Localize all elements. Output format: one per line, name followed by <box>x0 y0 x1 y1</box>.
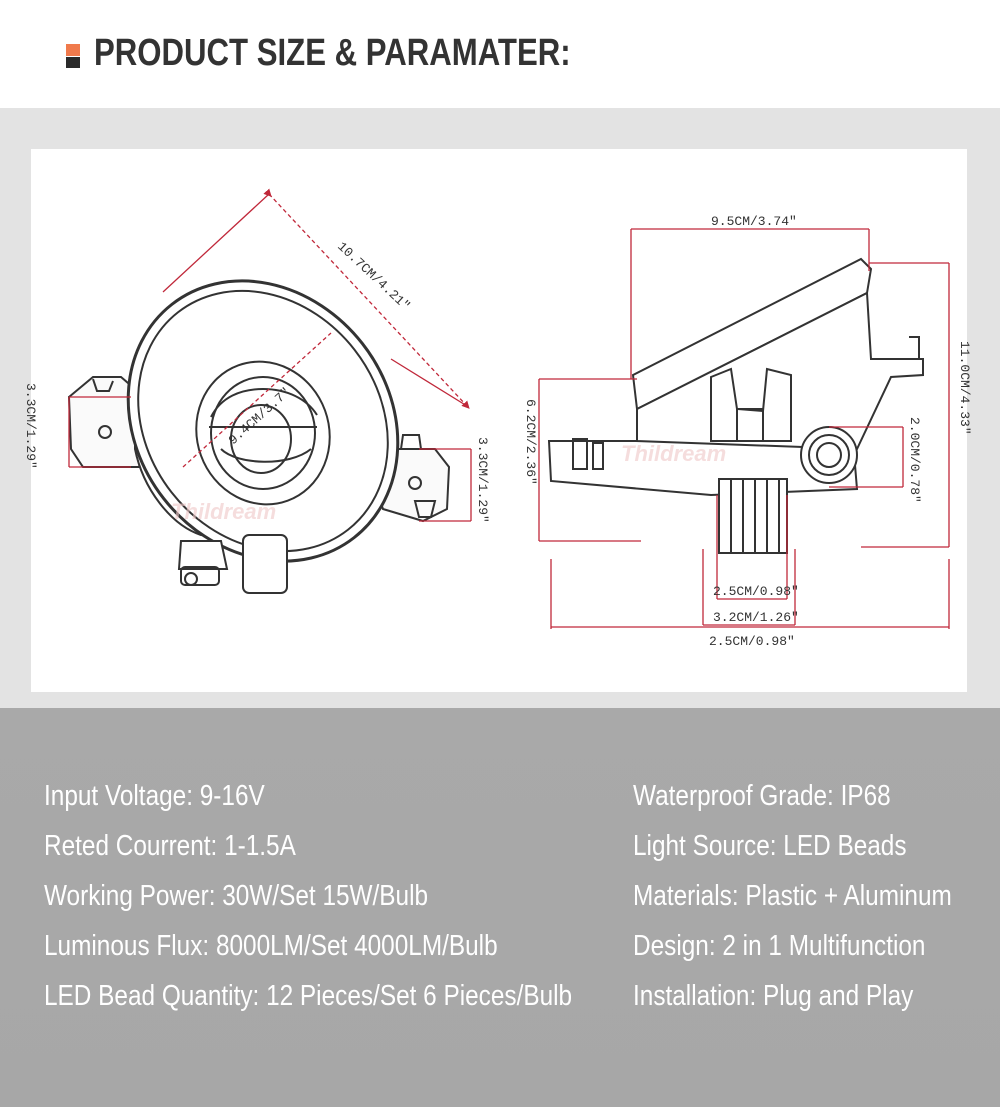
dim-right-height: 3.3CM/1.29" <box>475 437 490 523</box>
title-marker-icon <box>66 44 80 68</box>
spec-right-1: Waterproof Grade: IP68 <box>633 780 891 812</box>
dim-diagonal-inner: 9.4CM/3.7" <box>225 384 294 448</box>
spec-left-4: Luminous Flux: 8000LM/Set 4000LM/Bulb <box>44 930 498 962</box>
watermark: Thildream <box>171 499 277 524</box>
dim-left-height-side: 6.2CM/2.36" <box>523 399 538 485</box>
spec-left-1: Input Voltage: 9-16V <box>44 780 265 812</box>
dim-diagonal-outer: 10.7CM/4.21" <box>334 238 413 314</box>
fog-light-side-view <box>549 259 923 553</box>
dim-inner-width-1: 2.5CM/0.98" <box>713 584 799 599</box>
spec-left-3: Working Power: 30W/Set 15W/Bulb <box>44 880 429 912</box>
watermark-right: Thildream <box>621 441 727 466</box>
dim-top-width: 9.5CM/3.74" <box>711 214 797 229</box>
dim-base-width: 2.5CM/0.98" <box>709 634 795 649</box>
diagram-panel <box>23 149 972 692</box>
spec-left-5: LED Bead Quantity: 12 Pieces/Set 6 Pieces/Bulb <box>44 980 573 1012</box>
dim-total-height: 11.0CM/4.33" <box>957 341 972 435</box>
spec-right-2: Light Source: LED Beads <box>633 830 907 862</box>
spec-right-5: Installation: Plug and Play <box>633 980 914 1012</box>
spec-right-4: Design: 2 in 1 Multifunction <box>633 930 926 962</box>
specification-band <box>0 708 1000 1107</box>
dim-inner-width-2: 3.2CM/1.26" <box>713 610 799 625</box>
spec-left-2: Reted Courrent: 1-1.5A <box>44 830 296 862</box>
spec-right-3: Materials: Plastic + Aluminum <box>633 880 952 912</box>
dim-knob-diameter: 2.0CM/0.78" <box>907 417 922 503</box>
header <box>0 0 1000 108</box>
page-title: PRODUCT SIZE & PARAMATER: <box>94 32 571 74</box>
dim-left-height: 3.3CM/1.29" <box>23 383 38 469</box>
product-dimension-diagram <box>23 149 972 692</box>
